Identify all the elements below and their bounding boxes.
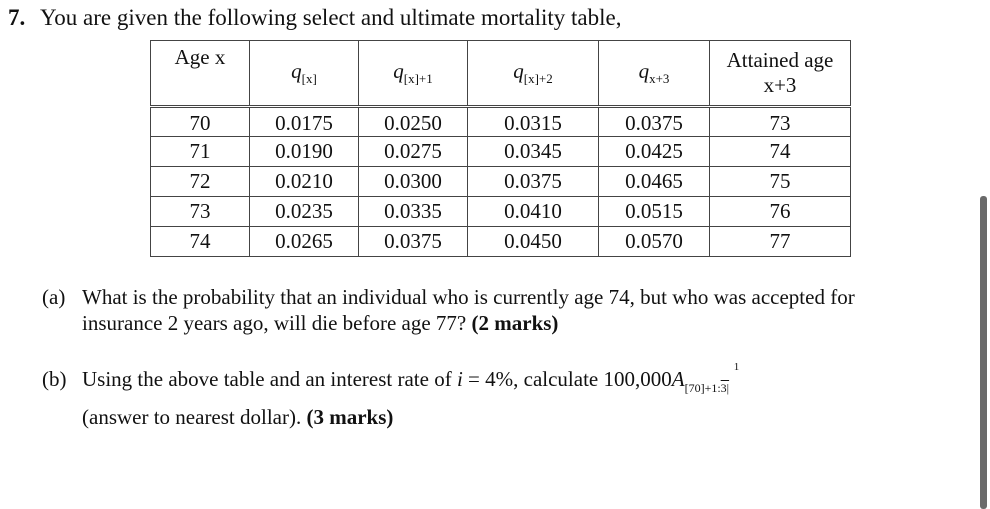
part-b-line2 — [82, 404, 393, 430]
table-cell: 0.0335 — [359, 197, 468, 227]
part-b — [42, 361, 962, 395]
table-cell: 75 — [710, 167, 851, 197]
annuity-symbol: A 1 $_{[70]+1:3|}$ — [671, 361, 740, 395]
table-cell: 77 — [710, 227, 851, 257]
part-b-text: Using the above table and an interest rate of — [82, 367, 452, 391]
part-a-line1: What is the probability that an individual who is currently age 74, but who was accepted for — [82, 285, 855, 309]
table-cell: 0.0315 — [468, 107, 599, 137]
table-cell: 0.0450 — [468, 227, 599, 257]
table-cell: 76 — [710, 197, 851, 227]
table-cell: 72 — [151, 167, 250, 197]
table-header-row — [151, 41, 851, 107]
part-b-label: (b) — [42, 367, 67, 391]
table-cell: 0.0345 — [468, 137, 599, 167]
table-cell: 0.0465 — [599, 167, 710, 197]
question-intro: You are given the following select and ultimate mortality table, — [40, 5, 622, 30]
table-cell: 0.0175 — [250, 107, 359, 137]
table-cell: 0.0265 — [250, 227, 359, 257]
table-row — [151, 107, 851, 137]
table-cell: 74 — [710, 137, 851, 167]
part-a-marks: (2 marks) — [471, 311, 559, 335]
header-q-select-2: $q_{[x]+2}$ — [468, 41, 599, 107]
part-a — [42, 284, 962, 336]
table-cell: 0.0190 — [250, 137, 359, 167]
table-cell: 0.0250 — [359, 107, 468, 137]
table-row — [151, 227, 851, 257]
question-number: 7. — [8, 5, 26, 30]
part-b-marks: (3 marks) — [306, 405, 394, 429]
table-row — [151, 167, 851, 197]
header-age: Age x — [151, 41, 250, 107]
table-cell: 0.0425 — [599, 137, 710, 167]
table-cell: 0.0210 — [250, 167, 359, 197]
vertical-scrollbar[interactable] — [980, 196, 987, 509]
table-cell: 0.0235 — [250, 197, 359, 227]
part-b-line2-text: (answer to nearest dollar). — [82, 405, 302, 429]
table-cell: 74 — [151, 227, 250, 257]
table-cell: 0.0300 — [359, 167, 468, 197]
part-a-label: (a) — [42, 285, 66, 309]
table-cell: 0.0570 — [599, 227, 710, 257]
table-cell: 70 — [151, 107, 250, 137]
mortality-table — [150, 40, 851, 257]
table-cell: 73 — [151, 197, 250, 227]
table-cell: 0.0410 — [468, 197, 599, 227]
table-row — [151, 197, 851, 227]
table-cell: 0.0375 — [359, 227, 468, 257]
header-q-select-1: $q_{[x]+1}$ — [359, 41, 468, 107]
table-cell: 0.0375 — [468, 167, 599, 197]
part-b-rate: = 4%, calculate 100,000 — [462, 367, 672, 391]
header-attained-age: Attained age x+3 — [710, 41, 851, 107]
part-a-line2: insurance 2 years ago, will die before age 77? — [82, 311, 467, 335]
table-cell: 0.0275 — [359, 137, 468, 167]
header-q-select-0: $q_{[x]}$ — [250, 41, 359, 107]
interest-variable: i — [456, 367, 463, 391]
table-cell: 0.0375 — [599, 107, 710, 137]
header-q-ultimate: $q_{x+3}$ — [599, 41, 710, 107]
table-cell: 71 — [151, 137, 250, 167]
table-row — [151, 137, 851, 167]
question-heading — [8, 4, 621, 32]
table-cell: 73 — [710, 107, 851, 137]
table-cell: 0.0515 — [599, 197, 710, 227]
